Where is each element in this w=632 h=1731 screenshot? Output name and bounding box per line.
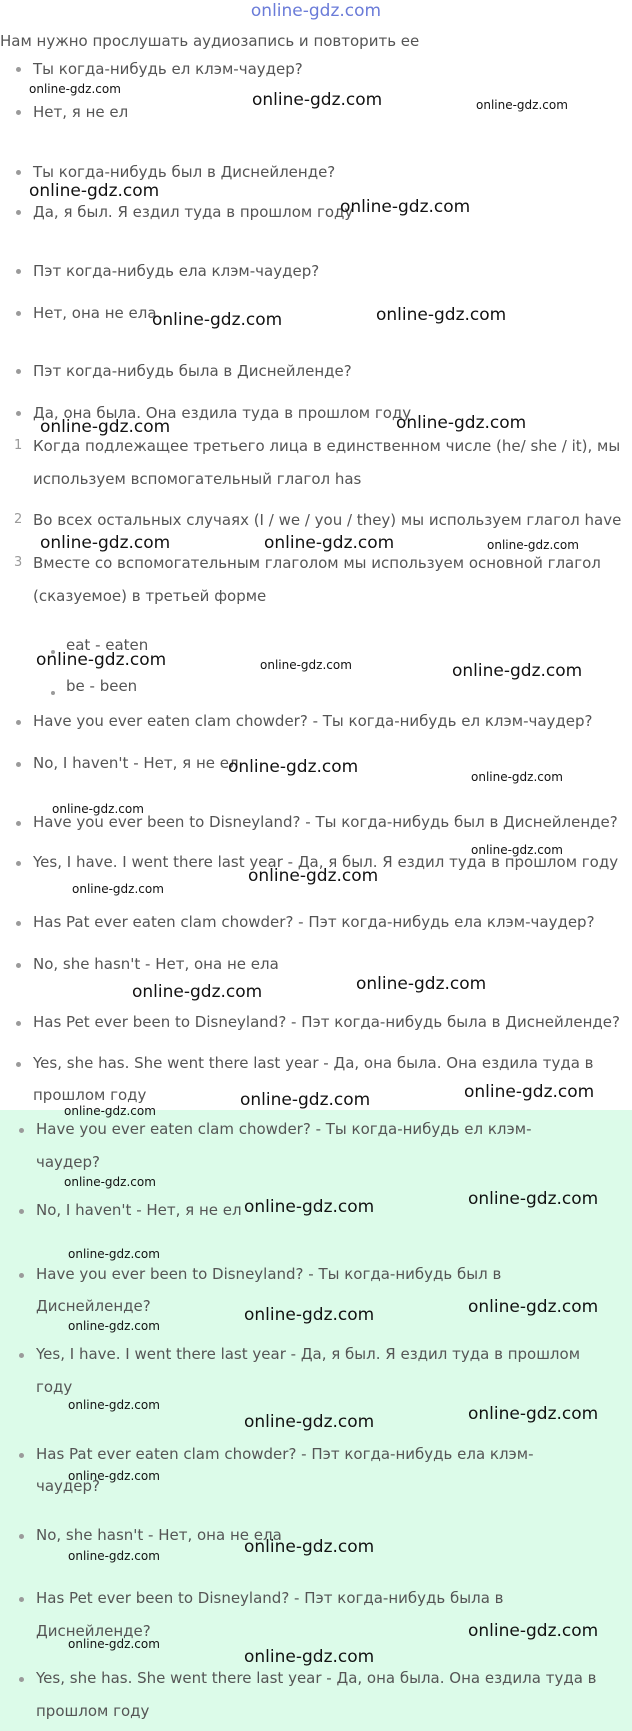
watermark: online-gdz.com [376, 305, 507, 325]
list-item: Да, я был. Я ездил туда в прошлом году [33, 203, 354, 221]
watermark: online-gdz.com [68, 1247, 160, 1261]
list-bullet [16, 369, 21, 374]
list-item-continuation: чаудер? [36, 1477, 101, 1495]
watermark: online-gdz.com [68, 1549, 160, 1563]
list-item: No, she hasn't - Нет, она не ела [33, 955, 279, 973]
watermark: online-gdz.com [64, 1104, 156, 1118]
list-bullet [19, 1677, 24, 1682]
list-item: Yes, I have. I went there last year - Да, я был. Я ездил туда в прошлом году [33, 853, 619, 871]
list-item: Да, она была. Она ездила туда в прошлом году [33, 404, 412, 422]
watermark: online-gdz.com [52, 802, 144, 816]
list-bullet [16, 170, 21, 175]
watermark: online-gdz.com [29, 181, 160, 201]
list-bullet [16, 921, 21, 926]
list-item: Yes, I have. I went there last year - Да, я был. Я ездил туда в прошлом [36, 1345, 581, 1363]
watermark: online-gdz.com [468, 1621, 599, 1641]
list-bullet [19, 1353, 24, 1358]
list-item: Нет, я не ел [33, 103, 129, 121]
list-bullet [16, 67, 21, 72]
rule-text: (сказуемое) в третьей форме [33, 587, 267, 605]
watermark: online-gdz.com [68, 1398, 160, 1412]
list-item: Yes, she has. She went there last year - Да, она была. Она ездила туда в [33, 1054, 594, 1072]
watermark: online-gdz.com [68, 1469, 160, 1483]
list-item-continuation: году [36, 1378, 73, 1396]
list-item: Пэт когда-нибудь была в Диснейленде? [33, 362, 352, 380]
list-item: No, I haven't - Нет, я не ел [33, 754, 239, 772]
list-item: Has Pet ever been to Disneyland? - Пэт когда-нибудь была в [36, 1589, 504, 1607]
watermark: online-gdz.com [240, 1090, 371, 1110]
watermark: online-gdz.com [260, 658, 352, 672]
watermark: online-gdz.com [248, 866, 379, 886]
watermark: online-gdz.com [252, 90, 383, 110]
watermark: online-gdz.com [244, 1305, 375, 1325]
rule-number: 3 [14, 555, 23, 570]
watermark: online-gdz.com [356, 974, 487, 994]
watermark: online-gdz.com [132, 982, 263, 1002]
watermark: online-gdz.com [476, 98, 568, 112]
list-item: Have you ever been to Disneyland? - Ты когда-нибудь был в Диснейленде? [33, 813, 618, 831]
watermark: online-gdz.com [244, 1197, 375, 1217]
list-bullet [16, 110, 21, 115]
list-bullet [16, 269, 21, 274]
watermark: online-gdz.com [396, 413, 527, 433]
list-item-continuation: прошлом году [33, 1086, 147, 1104]
list-item-continuation: прошлом году [36, 1702, 150, 1720]
watermark: online-gdz.com [36, 650, 167, 670]
list-item: Have you ever eaten clam chowder? - Ты когда-нибудь ел клэм-чаудер? [33, 712, 593, 730]
watermark: online-gdz.com [244, 1647, 375, 1667]
list-item: Have you ever eaten clam chowder? - Ты когда-нибудь ел клэм- [36, 1120, 532, 1138]
list-bullet [19, 1597, 24, 1602]
list-item: Has Pet ever been to Disneyland? - Пэт когда-нибудь была в Диснейленде? [33, 1013, 620, 1031]
list-bullet [16, 720, 21, 725]
rule-text: Вместе со вспомогательным глаголом мы используем основной глагол [33, 554, 601, 572]
list-item: No, I haven't - Нет, я не ел [36, 1201, 242, 1219]
watermark: online-gdz.com [487, 538, 579, 552]
list-bullet [51, 691, 55, 695]
list-bullet [19, 1209, 24, 1214]
watermark: online-gdz.com [29, 82, 121, 96]
watermark: online-gdz.com [340, 197, 471, 217]
watermark: online-gdz.com [468, 1189, 599, 1209]
list-item: Has Pat ever eaten clam chowder? - Пэт когда-нибудь ела клэм-чаудер? [33, 913, 595, 931]
watermark: online-gdz.com [471, 843, 563, 857]
list-bullet [16, 963, 21, 968]
list-bullet [16, 210, 21, 215]
list-bullet [16, 762, 21, 767]
watermark: online-gdz.com [464, 1082, 595, 1102]
list-item: Ты когда-нибудь ел клэм-чаудер? [33, 60, 303, 78]
intro-text: Нам нужно прослушать аудиозапись и повторить ее [0, 32, 420, 50]
list-item: No, she hasn't - Нет, она не ела [36, 1526, 282, 1544]
watermark: online-gdz.com [152, 310, 283, 330]
watermark: online-gdz.com [72, 882, 164, 896]
list-item: Ты когда-нибудь был в Диснейленде? [33, 163, 336, 181]
list-item: Пэт когда-нибудь ела клэм-чаудер? [33, 262, 320, 280]
list-item-continuation: Диснейленде? [36, 1297, 151, 1315]
watermark: online-gdz.com [244, 1412, 375, 1432]
watermark: online-gdz.com [40, 533, 171, 553]
watermark: online-gdz.com [452, 661, 583, 681]
watermark: online-gdz.com [264, 533, 395, 553]
list-item: Нет, она не ела [33, 304, 157, 322]
watermark: online-gdz.com [228, 757, 359, 777]
rule-text: Во всех остальных случаях (I / we / you / they) мы используем глагол have [33, 511, 622, 529]
verb-form: be - been [66, 677, 138, 695]
list-bullet [16, 861, 21, 866]
list-bullet [16, 1021, 21, 1026]
verb-form: eat - eaten [66, 636, 149, 654]
watermark: online-gdz.com [64, 1175, 156, 1189]
watermark: online-gdz.com [468, 1297, 599, 1317]
watermark: online-gdz.com [68, 1319, 160, 1333]
list-bullet [16, 821, 21, 826]
list-bullet [19, 1534, 24, 1539]
rule-number: 1 [14, 438, 23, 453]
watermark: online-gdz.com [244, 1537, 375, 1557]
rule-text: Когда подлежащее третьего лица в единственном числе (he/ she / it), мы [33, 437, 621, 455]
list-bullet [19, 1273, 24, 1278]
list-bullet [16, 411, 21, 416]
list-bullet [16, 1062, 21, 1067]
watermark: online-gdz.com [40, 417, 171, 437]
watermark: online-gdz.com [468, 1404, 599, 1424]
rule-number: 2 [14, 512, 23, 527]
rule-text: используем вспомогательный глагол has [33, 470, 362, 488]
list-item-continuation: Диснейленде? [36, 1622, 151, 1640]
watermark: online-gdz.com [68, 1637, 160, 1651]
list-item: Yes, she has. She went there last year - Да, она была. Она ездила туда в [36, 1669, 597, 1687]
site-header: online-gdz.com [250, 1, 382, 21]
list-bullet [19, 1453, 24, 1458]
watermark: online-gdz.com [471, 770, 563, 784]
list-bullet [16, 311, 21, 316]
list-item-continuation: чаудер? [36, 1153, 101, 1171]
list-item: Have you ever been to Disneyland? - Ты когда-нибудь был в [36, 1265, 502, 1283]
list-item: Has Pat ever eaten clam chowder? - Пэт когда-нибудь ела клэм- [36, 1445, 534, 1463]
list-bullet [19, 1128, 24, 1133]
